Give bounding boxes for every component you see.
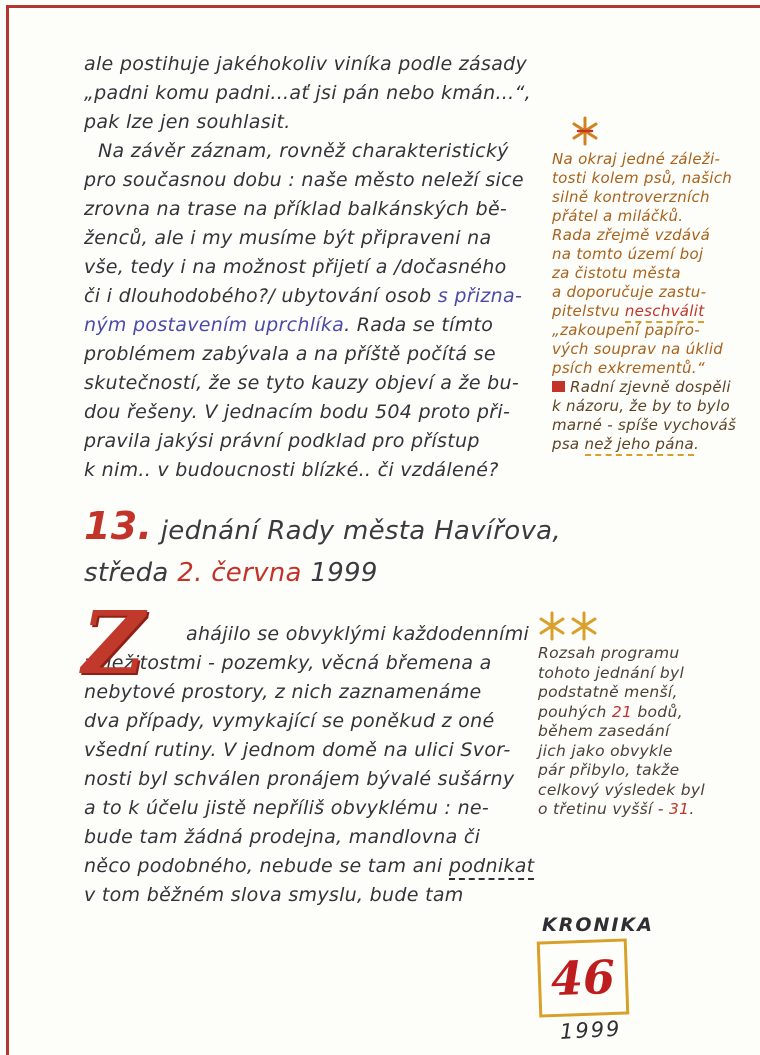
text-segment: a to k účelu jistě nepříliš obvyklému : ne- (84, 797, 490, 819)
text-line (552, 245, 757, 264)
text-line (552, 378, 757, 397)
text-line (84, 195, 562, 224)
text-line (552, 302, 757, 321)
text-segment: záležitostmi - pozemky, věcná břemena a (84, 652, 492, 674)
text-segment: tohoto jednání byl (538, 663, 685, 682)
text-segment: ale postihuje jakéhokoliv viníka podle zásady (84, 53, 528, 75)
page-number-box (537, 938, 630, 1017)
text-segment: v tom běžném slova smyslu, bude tam (84, 884, 464, 906)
text-line (552, 397, 757, 416)
text-line (84, 881, 562, 910)
text-segment: něco podobného, nebude se tam ani (84, 855, 449, 877)
margin-note-program (538, 610, 756, 820)
text-segment: Rozsah programu (538, 644, 680, 662)
text-segment: psa (552, 435, 585, 453)
text-segment: pravila jakýsi právní podklad pro přístup (84, 430, 480, 452)
text-segment: všední rutiny. V jednom domě na ulici Svor- (84, 739, 511, 761)
text-line (552, 359, 757, 378)
text-segment: . (689, 800, 695, 818)
text-segment: 1999 (301, 558, 378, 588)
text-segment: silně kontroverzních (552, 188, 710, 206)
text-line (538, 683, 756, 703)
text-segment: „padni komu padni...ať jsi pán nebo kmán...“, (84, 82, 531, 104)
text-segment: než jeho pána (585, 435, 695, 456)
text-line (84, 794, 562, 823)
text-segment: 21 (611, 702, 633, 721)
text-segment: o třetinu vyšší - (538, 800, 670, 818)
text-segment: problémem zabývala a na příště počítá se (84, 343, 496, 365)
text-line (552, 264, 757, 283)
text-segment: podnikat (449, 855, 535, 880)
text-segment: na tomto území boj (552, 245, 704, 263)
star-row (552, 116, 757, 148)
text-line (552, 169, 757, 188)
text-line (552, 226, 757, 245)
text-line (84, 166, 562, 195)
text-line (84, 620, 562, 649)
text-segment: pro současnou dobu : naše město neleží sice (84, 169, 524, 191)
text-line (84, 253, 562, 282)
text-segment: středa (84, 558, 178, 588)
text-segment: jich jako obvykle (538, 741, 673, 760)
text-segment: „zakoupení papíro- (552, 321, 700, 339)
text-segment: marné - spíše vychováš (552, 416, 737, 434)
text-segment: . (694, 435, 700, 453)
session-heading (84, 505, 562, 594)
text-line (552, 416, 757, 435)
text-line (84, 852, 562, 881)
text-line (84, 340, 562, 369)
text-line (84, 79, 562, 108)
text-segment: k nim.. v budoucnosti blízké.. či vzdálené? (84, 459, 499, 481)
text-line (552, 207, 757, 226)
double-star-row (538, 610, 756, 642)
text-line (84, 649, 562, 678)
text-segment: 13. (84, 504, 153, 548)
text-segment: s přizna- (437, 285, 523, 307)
paragraph-2-lines (84, 620, 562, 910)
text-segment: vých souprav na úklid (552, 340, 724, 358)
text-line (538, 800, 756, 820)
text-line (84, 311, 562, 340)
text-segment: bude tam žádná prodejna, mandlovna či (84, 826, 481, 848)
text-line (552, 283, 757, 302)
text-segment: 2. června (177, 558, 302, 588)
double-star-icon (538, 610, 602, 642)
text-line (84, 505, 562, 552)
text-segment: pak lze jen souhlasit. (84, 111, 291, 133)
text-line (552, 150, 757, 169)
text-segment: celkový výsledek byl (538, 780, 705, 799)
drop-cap-initial: Z (82, 593, 146, 694)
text-line (538, 761, 756, 781)
text-segment: dva případy, vymykající se poněkud z oné (84, 710, 495, 732)
margin-note-program-lines (538, 644, 756, 820)
text-segment: Na okraj jedné záleži- (552, 150, 721, 168)
text-segment: Na závěr záznam, rovněž charakteristický (98, 140, 509, 162)
text-segment: k názoru, že by to bylo (552, 397, 730, 415)
text-line (538, 703, 756, 723)
text-line (84, 224, 562, 253)
text-line (84, 707, 562, 736)
text-line (84, 765, 562, 794)
text-segment: za čistotu města (552, 264, 681, 282)
text-segment: pouhých (538, 702, 612, 721)
margin-note-dogs (552, 116, 757, 454)
text-segment: ženců, ale i my musíme být připraveni na (84, 227, 492, 249)
text-segment: tosti kolem psů, našich (552, 169, 733, 187)
text-segment: Radní zjevně dospěli (570, 378, 731, 396)
text-segment: 31 (669, 800, 690, 818)
text-line (552, 435, 757, 454)
text-segment: . Rada se tímto (344, 314, 494, 336)
text-line (552, 188, 757, 207)
text-line (538, 664, 756, 684)
text-line (552, 340, 757, 359)
text-segment: bodů, (632, 702, 683, 721)
text-segment: přátel a miláčků. (552, 207, 684, 225)
text-segment: ahájilo se obvyklými každodenními (186, 623, 530, 645)
text-line (84, 427, 562, 456)
text-segment: či i dlouhodobého?/ ubytování osob (84, 285, 438, 307)
star-icon (570, 116, 600, 146)
text-segment: vše, tedy i na možnost přijetí a /dočasného (84, 256, 507, 278)
text-line (538, 742, 756, 762)
paragraph-1 (84, 50, 562, 485)
text-line (84, 398, 562, 427)
text-segment: ným postavením uprchlíka (84, 314, 345, 336)
page-stamp (530, 914, 660, 1042)
text-line (538, 781, 756, 801)
text-segment: a doporučuje zastu- (552, 283, 707, 301)
text-segment: během zasedání (538, 722, 670, 740)
red-square-bullet (552, 381, 565, 392)
text-line (84, 282, 562, 311)
text-line (84, 50, 562, 79)
text-segment: nebytové prostory, z nich zaznamenáme (84, 681, 482, 703)
main-text-column (84, 50, 562, 910)
text-line (84, 456, 562, 485)
text-segment: jednání Rady města Havířova, (152, 516, 561, 546)
margin-note-dogs-lines (552, 150, 757, 454)
page-number: 46 (550, 949, 616, 1007)
text-segment: psích exkrementů.“ (552, 359, 705, 377)
text-line (538, 644, 756, 664)
text-line (84, 552, 562, 594)
text-line (84, 823, 562, 852)
text-segment: Rada zřejmě vzdává (552, 226, 711, 244)
text-segment: dou řešeny. V jednacím bodu 504 proto při- (84, 401, 511, 423)
text-segment: podstatně menší, (538, 683, 678, 701)
text-line (84, 137, 562, 166)
text-segment: pitelstvu (552, 302, 625, 320)
text-segment: skutečností, že se tyto kauzy objeví a že bu- (84, 372, 520, 394)
red-ruling-top (6, 5, 760, 8)
text-line (84, 108, 562, 137)
text-segment: pár přibylo, takže (538, 761, 680, 779)
red-ruling-left (6, 5, 9, 1055)
stamp-year: 1999 (559, 1016, 623, 1044)
text-line (84, 369, 562, 398)
text-line (552, 321, 757, 340)
paragraph-2 (82, 593, 562, 910)
text-segment: zrovna na trase na příklad balkánských bě- (84, 198, 508, 220)
text-segment: nosti byl schválen pronájem bývalé sušárny (84, 768, 515, 790)
stamp-label: KRONIKA (542, 914, 654, 936)
text-line (84, 678, 562, 707)
text-line (538, 722, 756, 742)
text-line (84, 736, 562, 765)
text-segment: neschválit (625, 302, 705, 323)
